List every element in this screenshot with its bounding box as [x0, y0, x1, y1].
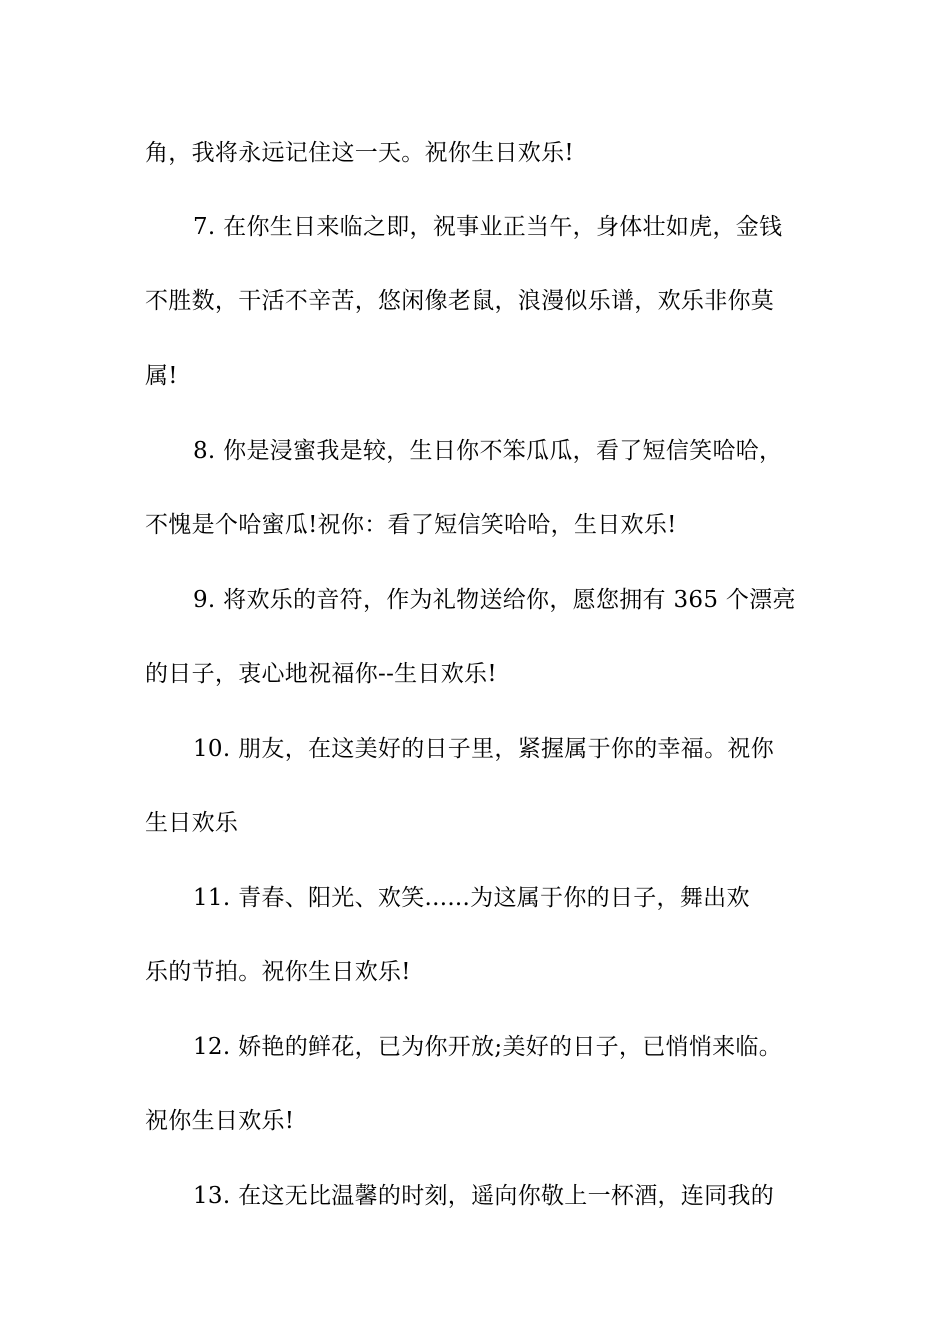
text-line: 12. 娇艳的鲜花，已为你开放;美好的日子，已悄悄来临。 — [193, 1034, 783, 1060]
text-line: 11. 青春、阳光、欢笑......为这属于你的日子，舞出欢 — [193, 885, 750, 911]
text-line: 不愧是个哈蜜瓜!祝你：看了短信笑哈哈，生日欢乐! — [145, 512, 677, 538]
text-line: 10. 朋友，在这美好的日子里，紧握属于你的幸福。祝你 — [193, 736, 774, 762]
text-line: 13. 在这无比温馨的时刻，遥向你敬上一杯酒，连同我的 — [193, 1183, 774, 1209]
text-line: 属! — [145, 363, 178, 389]
text-line: 角，我将永远记住这一天。祝你生日欢乐! — [145, 140, 574, 166]
text-line: 生日欢乐 — [145, 810, 239, 836]
text-line: 不胜数，干活不辛苦，悠闲像老鼠，浪漫似乐谱，欢乐非你莫 — [145, 288, 775, 314]
text-line: 7. 在你生日来临之即，祝事业正当午，身体壮如虎，金钱 — [193, 214, 783, 240]
text-line: 的日子，衷心地祝福你--生日欢乐! — [145, 661, 497, 687]
text-line: 祝你生日欢乐! — [145, 1108, 295, 1134]
text-line: 8. 你是浸蜜我是较，生日你不笨瓜瓜，看了短信笑哈哈， — [193, 438, 783, 464]
text-line: 9. 将欢乐的音符，作为礼物送给你，愿您拥有 365 个漂亮 — [193, 587, 796, 613]
text-line: 乐的节拍。祝你生日欢乐! — [145, 959, 411, 985]
